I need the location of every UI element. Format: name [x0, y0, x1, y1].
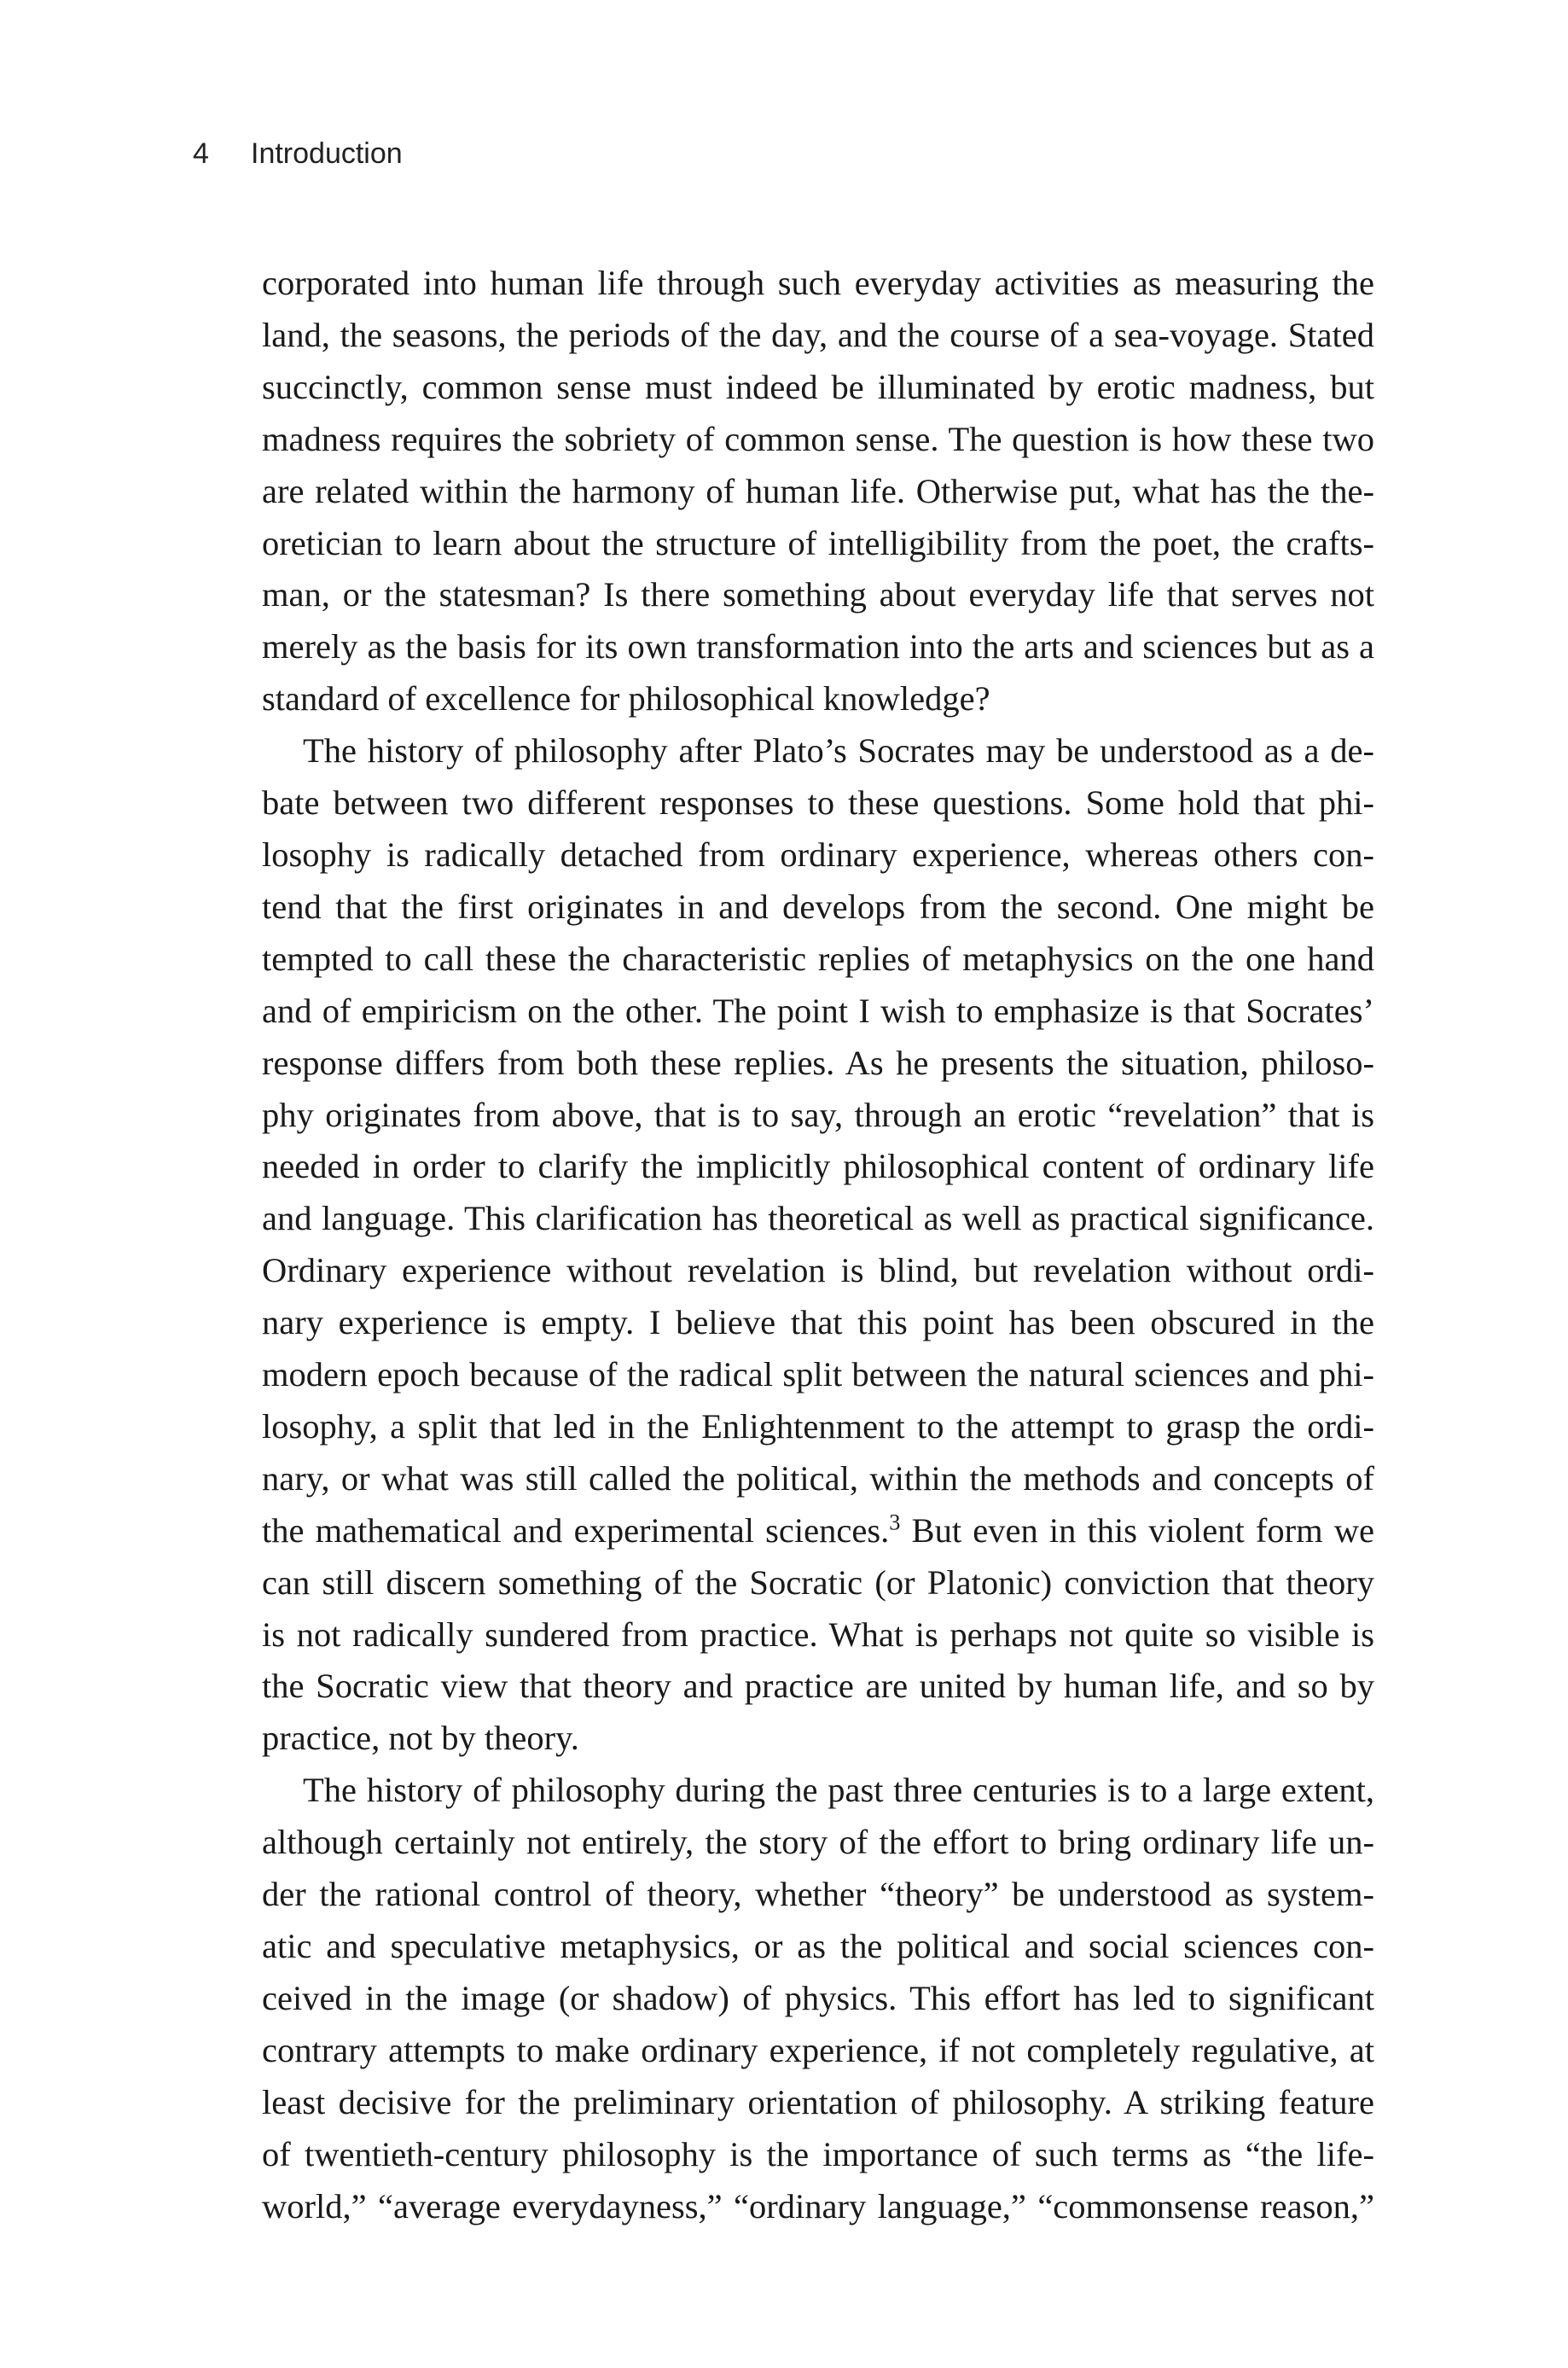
text-line: response differs from both these replies. As he presents the situation, philoso-: [262, 1043, 1374, 1082]
text-line: land, the seasons, the periods of the day, and the course of a sea-voyage. Stated: [262, 315, 1374, 354]
text-line: The history of philosophy during the past three centuries is to a large extent,: [303, 1771, 1374, 1810]
text-line: and language. This clarification has theoretical as well as practical significance.: [262, 1199, 1374, 1238]
line-text-before-footnote: the mathematical and experimental sciences.: [262, 1510, 890, 1550]
text-line: succinctly, common sense must indeed be illuminated by erotic madness, but: [262, 367, 1374, 406]
text-line: bate between two different responses to these questions. Some hold that phi-: [262, 783, 1374, 823]
page-number: 4: [193, 137, 209, 170]
running-title: Introduction: [251, 137, 403, 170]
text-line: der the rational control of theory, whether “theory” be understood as system-: [262, 1875, 1374, 1914]
body-text: [262, 258, 1374, 2232]
text-line: losophy, a split that led in the Enlightenment to the attempt to grasp the ordi-: [262, 1406, 1374, 1446]
line-text-after-footnote: But even in this violent form we: [900, 1510, 1374, 1550]
text-line: tend that the first originates in and develops from the second. One might be: [262, 887, 1374, 926]
text-line: madness requires the sobriety of common sense. The question is how these two: [262, 419, 1374, 458]
text-line: although certainly not entirely, the story of the effort to bring ordinary life un-: [262, 1823, 1374, 1862]
text-line: of twentieth-century philosophy is the importance of such terms as “the life-: [262, 2134, 1374, 2173]
text-line-with-footnote: [262, 1505, 1374, 1557]
text-line: needed in order to clarify the implicitly philosophical content of ordinary life: [262, 1147, 1374, 1186]
footnote-marker: 3: [889, 1510, 901, 1535]
text-line: world,” “average everydayness,” “ordinary language,” “commonsense reason,”: [262, 2186, 1374, 2225]
text-line: oretician to learn about the structure of intelligibility from the poet, the crafts-: [262, 523, 1374, 562]
text-line: least decisive for the preliminary orientation of philosophy. A striking feature: [262, 2082, 1374, 2121]
text-line: The history of philosophy after Plato’s Socrates may be understood as a de-: [303, 731, 1374, 771]
text-line: ceived in the image (or shadow) of physics. This effort has led to significant: [262, 1978, 1374, 2017]
text-line: Ordinary experience without revelation is blind, but revelation without ordi-: [262, 1251, 1374, 1290]
paragraph: [262, 725, 1374, 1765]
text-line: are related within the harmony of human life. Otherwise put, what has the the-: [262, 471, 1374, 510]
text-line: atic and speculative metaphysics, or as the political and social sciences con-: [262, 1927, 1374, 1965]
text-line: practice, not by theory.: [262, 1719, 579, 1758]
text-line: contrary attempts to make ordinary experience, if not completely regulative, at: [262, 2030, 1374, 2069]
text-line: can still discern something of the Socratic (or Platonic) conviction that theory: [262, 1562, 1374, 1602]
text-line: nary, or what was still called the political, within the methods and concepts of: [262, 1458, 1374, 1498]
text-line: nary experience is empty. I believe that this point has been obscured in the: [262, 1303, 1374, 1342]
running-head: [193, 137, 403, 171]
text-line: merely as the basis for its own transformation into the arts and sciences but as a: [262, 627, 1374, 666]
text-line: the Socratic view that theory and practice are united by human life, and so by: [262, 1667, 1374, 1706]
text-line: man, or the statesman? Is there something about everyday life that serves not: [262, 575, 1374, 614]
text-line: tempted to call these the characteristic replies of metaphysics on the one hand: [262, 939, 1374, 978]
text-line: and of empiricism on the other. The point I wish to emphasize is that Socrates’: [262, 991, 1374, 1030]
text-line: standard of excellence for philosophical knowledge?: [262, 679, 990, 719]
text-line: losophy is radically detached from ordinary experience, whereas others con-: [262, 835, 1374, 874]
text-line: is not radically sundered from practice. What is perhaps not quite so visible is: [262, 1615, 1374, 1654]
text-line: phy originates from above, that is to say, through an erotic “revelation” that is: [262, 1095, 1374, 1134]
text-line: corporated into human life through such everyday activities as measuring the: [262, 264, 1374, 302]
paragraph: [262, 1765, 1374, 2232]
text-line: modern epoch because of the radical split between the natural sciences and phi-: [262, 1355, 1374, 1394]
paragraph: [262, 258, 1374, 725]
